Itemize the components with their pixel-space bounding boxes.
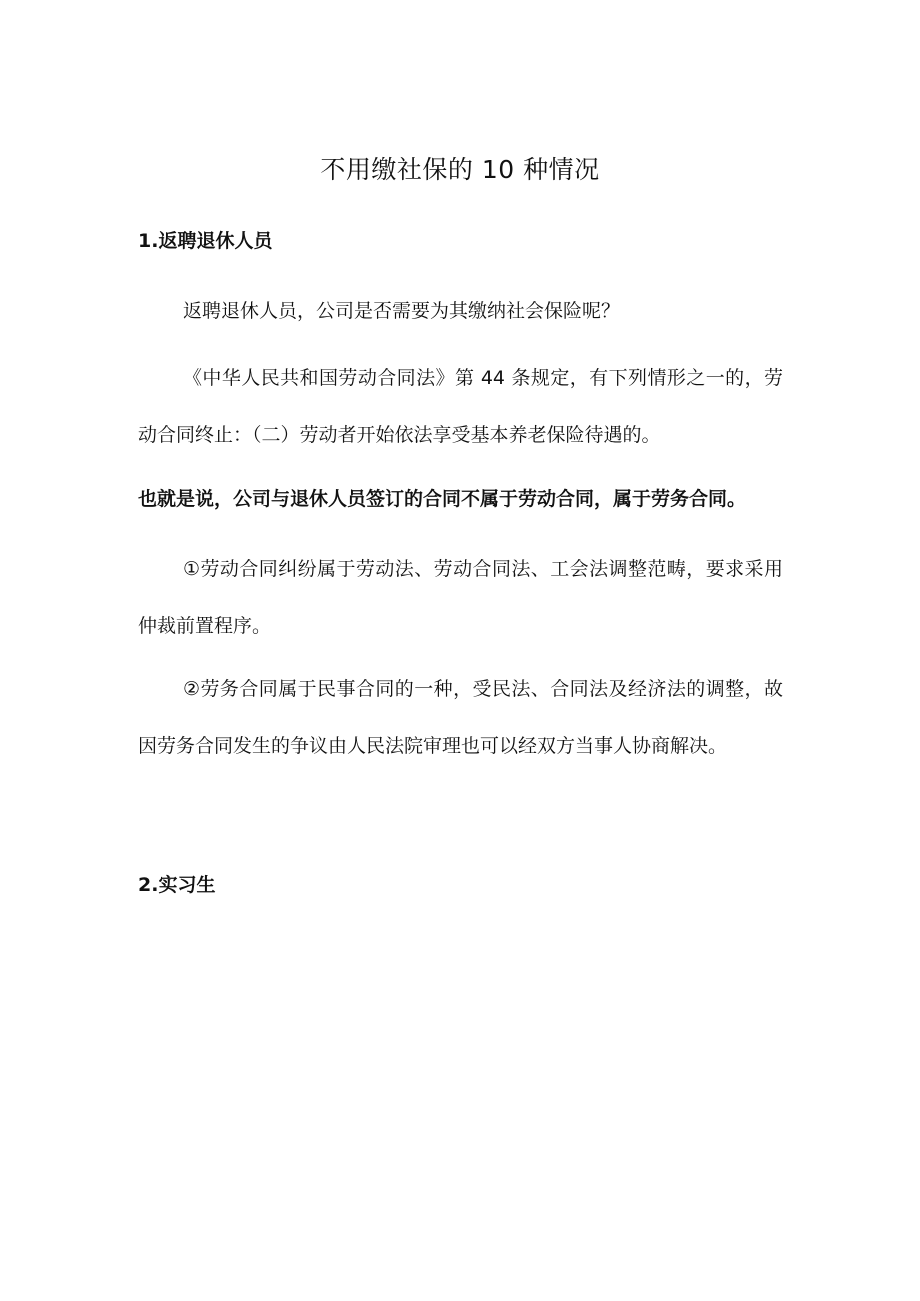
paragraph-point-1: ①劳动合同纠纷属于劳动法、劳动合同法、工会法调整范畴，要求采用仲裁前置程序。 [138,558,783,637]
document-title: 不用缴社保的 10 种情况 [320,155,600,184]
section-heading-1: 1.返聘退休人员 [138,230,273,252]
paragraph-question: 返聘退休人员，公司是否需要为其缴纳社会保险呢？ [183,300,621,322]
paragraph-conclusion: 也就是说，公司与退休人员签订的合同不属于劳动合同，属于劳务合同。 [138,488,747,510]
paragraph-law-citation: 《中华人民共和国劳动合同法》第 44 条规定，有下列情形之一的，劳动合同终止：（二）劳动者开始依法享受基本养老保险待遇的。 [138,367,783,446]
paragraph-point-2: ②劳务合同属于民事合同的一种，受民法、合同法及经济法的调整，故因劳务合同发生的争议由人民法院审理也可以经双方当事人协商解决。 [138,678,783,757]
section-heading-2: 2.实习生 [138,874,216,896]
